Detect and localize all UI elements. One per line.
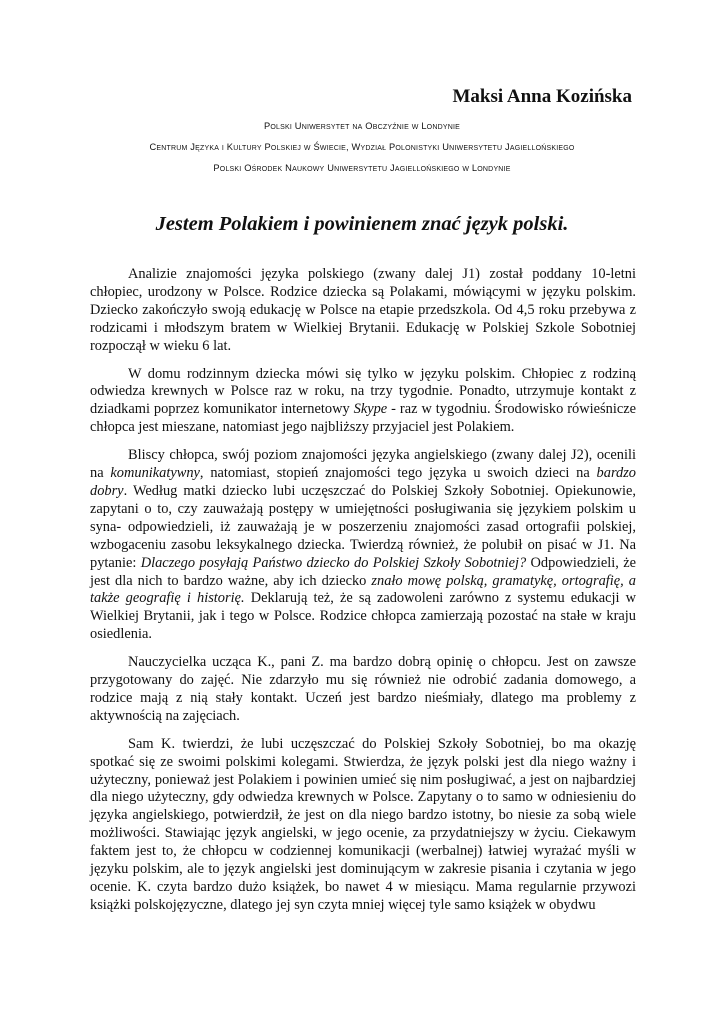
paragraph: Nauczycielka ucząca K., pani Z. ma bardzo dobrą opinię o chłopcu. Jest on zawsze przygotowany do zajęć. Nie zdarzyło mu się również nie odrobić zadania domowego, a rodzice mają z nią stały kontakt. Uczeń jest bardzo nieśmiały, dlatego ma problemy z aktywnością na zajęciach. [90,654,636,724]
emphasis-text: komunikatywny [110,465,200,482]
paragraph [90,447,636,644]
paragraph-text: , natomiast, stopień znajomości tego języka u swoich dzieci na [199,465,597,482]
paragraph: Analizie znajomości języka polskiego (zwany dalej J1) został poddany 10-letni chłopiec, urodzony w Polsce. Rodzice dziecka są Polakami, mówiącymi w języku polskim. Dziecko zakończyło swoją edukację w Polsce na etapie przedszkola. Od 4,5 roku przebywa z rodzicami i młodszym bratem w Wielkiej Brytanii. Edukację w Polskiej Szkole Sobotniej rozpoczął w wieku 6 lat. [90,266,636,354]
paragraph-text: W domu rodzinnym dziecka mówi się tylko w języku polskim. Chłopiec z rodziną odwiedza krewnych w Polsce raz w roku, na trzy tygodnie. Ponadto, utrzymuje kontakt z dziadkami poprzez komunikator internetowy [90,365,636,418]
paragraph-text: Bliscy chłopca, swój poziom znajomości języka angielskiego (zwany dalej J2), ocenili na [90,447,636,482]
paragraph-text: Deklarują też, że są zadowoleni zarówno z systemu edukacji w Wielkiej Brytanii, jak i tego w Polsce. Rodzice chłopca zamierzają pozostać na stałe w kraju osiedlenia. [90,590,636,643]
paper-title: Jestem Polakiem i powinienem znać język polski. [155,213,569,235]
affiliation-line: Polski Uniwersytet na Obczyźnie w Londynie [264,121,460,131]
paragraph-text: Odpowiedzieli, że jest dla nich to bardzo ważne, aby ich dziecko [90,554,636,589]
affiliation-line: Centrum Języka i Kultury Polskiej w Świecie, Wydział Polonistyki Uniwersytetu Jagiellońskiego [149,142,575,152]
paragraph: Sam K. twierdzi, że lubi uczęszczać do Polskiej Szkoły Sobotniej, bo ma okazję spotkać się ze swoimi polskimi kolegami. Stwierdza, że język polski jest dla niego ważny i użyteczny, ponieważ jest Polakiem i powinien umieć się nim posługiwać, a jest on najbardziej dla niego użyteczny, gdy odwiedza krewnych w Polsce. Zapytany o to samo w odniesieniu do języka angielskiego, potwierdził, że jest on dla niego bardzo istotny, bo niesie za sobą wiele możliwości. Stawiając język angielski, w jego ocenie, za przydatniejszy w życiu. Ciekawym faktem jest to, że chłopcu w codziennej komunikacji (werbalnej) łatwiej wyrażać myśli w języku polskim, ale to język angielski jest dominującym w zakresie pisania i czytania w jego ocenie. K. czyta bardzo dużo książek, bo nawet 4 w miesiącu. Mama regularnie przywozi książki polskojęzyczne, dlatego jej syn czyta mniej więcej tyle samo książek w obydwu [90,735,636,913]
author-name: Maksi Anna Kozińska [452,86,632,107]
paragraph-text: . Według matki dziecko lubi uczęszczać do Polskiej Szkoły Sobotniej. Opiekunowie, zapytani o to, czy zauważają postępy w umiejętności posługiwania się językiem polskim u syna- odpowiedzieli, iż zauważają je w poszerzeniu znajomości zasad ortografii polskiej, wzbogaceniu zasobu leksykalnego dziecka. Twierdzą również, że polubił on pisać w J1. Na pytanie: [90,482,636,571]
emphasis-text: Dlaczego posyłają Państwo dziecko do Polskiej Szkoły Sobotniej? [140,554,527,571]
paragraph-text: - raz w tygodniu. Środowisko rówieśnicze chłopca jest mieszane, natomiast jego najbliższy przyjaciel jest Polakiem. [90,401,636,436]
body-text [90,266,636,925]
emphasis-text: Skype [353,401,388,418]
affiliation-line: Polski Ośrodek Naukowy Uniwersytetu Jagiellońskiego w Londynie [213,163,511,173]
emphasis-text: znało mowę polską, gramatykę, ortografię, a także geografię i historię. [90,572,636,607]
emphasis-text: bardzo dobry [90,465,636,499]
paragraph [90,366,636,438]
